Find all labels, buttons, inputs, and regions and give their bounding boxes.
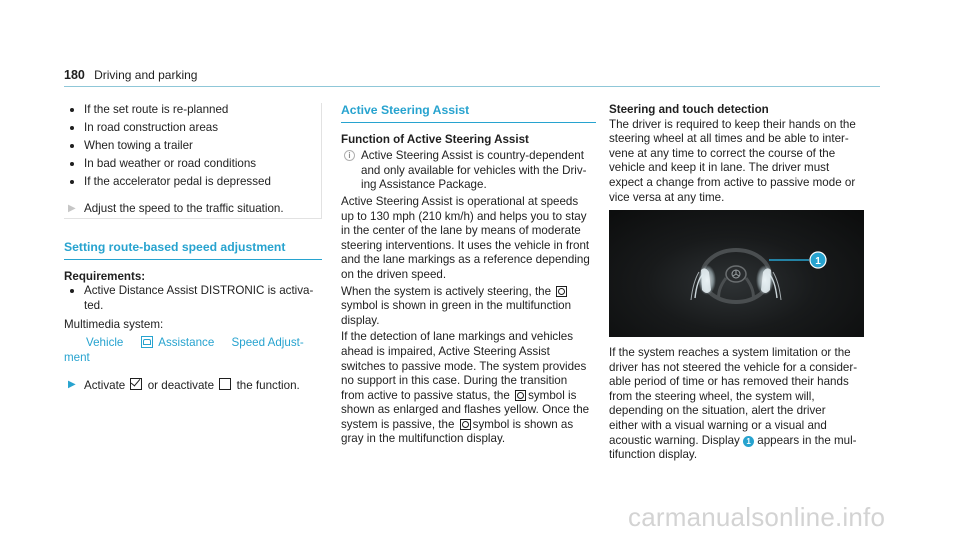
menu-speed-adjustment[interactable]: Speed Adjust- [231, 335, 304, 349]
function-text: the function. [236, 379, 300, 393]
text-line: driver has not steered the vehicle for a consider- [609, 360, 858, 374]
text-line: symbol is shown in green in the multifunction [341, 299, 572, 313]
text-line: from the steering wheel, the system will, [609, 389, 815, 403]
list-item: If the set route is re-planned [64, 103, 321, 118]
text-line: shown as enlarged and flashes yellow. Once the [341, 403, 590, 417]
column-left [64, 103, 322, 394]
page-number: 180 [64, 68, 85, 82]
conditions-list [64, 103, 321, 189]
chapter-title: Driving and parking [94, 68, 198, 82]
text-span: system is passive, the [341, 417, 455, 431]
watermark: carmanualsonline.info [628, 502, 886, 532]
text-line [609, 434, 864, 449]
text-line [341, 389, 596, 404]
column-right [609, 103, 864, 205]
text-line: on the driven speed. [341, 267, 447, 281]
text-line [341, 418, 596, 433]
subsection-title: Steering and touch detection [609, 103, 769, 116]
list-item [64, 284, 322, 313]
text-line: ahead is impaired, Active Steering Assist [341, 344, 550, 358]
text-line: able period of time or has removed their hands [609, 375, 849, 389]
steering-assist-icon [460, 419, 471, 430]
paragraph-system-limitation [609, 346, 864, 463]
text-line: and the lane markings as a reference depending [341, 253, 590, 267]
list-item: In road construction areas [64, 121, 321, 136]
step-arrow-icon: ▶ [68, 203, 76, 215]
text-line: vice versa at any time. [609, 190, 725, 204]
text-line [341, 285, 596, 300]
adjust-speed-text: Adjust the speed to the traffic situation. [84, 202, 284, 216]
paragraph-active-steering [341, 285, 596, 329]
info-note [341, 149, 596, 193]
text-line: expect a change from active to passive mode or [609, 175, 856, 189]
text-span: from active to passive status, the [341, 388, 510, 402]
text-line: up to 130 mph (210 km/h) and helps you to stay [341, 209, 587, 223]
text-line: switches to passive mode. The system provides [341, 359, 587, 373]
checkbox-checked-icon[interactable] [130, 378, 142, 390]
step-arrow-icon: ▶ [68, 379, 76, 391]
text-line: no support in this case. During the transition [341, 374, 568, 388]
requirement-text-cont: ted. [84, 298, 104, 312]
note-line: Active Steering Assist is country-dependent [361, 149, 584, 163]
text-line: Active Steering Assist is operational at speeds [341, 194, 579, 208]
section-title-route-speed: Setting route-based speed adjustment [64, 240, 322, 260]
menu-assistance[interactable]: Assistance [158, 335, 215, 349]
paragraph-operation [341, 195, 596, 283]
steering-wheel-display-image [609, 210, 864, 337]
text-line: If the system reaches a system limitation or the [609, 346, 851, 359]
multimedia-label: Multimedia system: [64, 318, 164, 332]
adjust-speed-step [64, 202, 321, 217]
text-line: If the detection of lane markings and vehicles [341, 330, 574, 344]
text-line: tifunction display. [609, 448, 698, 462]
text-line: The driver is required to keep their hands on the [609, 117, 856, 131]
list-item: In bad weather or road conditions [64, 157, 321, 172]
callout-number: 1 [815, 256, 821, 267]
steering-assist-icon [556, 286, 567, 297]
text-span: symbol is shown as [472, 417, 574, 431]
requirements-label: Requirements: [64, 269, 146, 283]
activate-step [64, 378, 322, 394]
text-line: depending on the situation, alert the driver [609, 404, 826, 418]
page-header [64, 68, 197, 84]
checkbox-empty-icon[interactable] [219, 378, 231, 390]
steering-wheel-illustration [609, 210, 864, 337]
header-rule [64, 86, 880, 87]
text-line: display. [341, 313, 380, 327]
requirement-text: Active Distance Assist DISTRONIC is activa- [84, 284, 314, 298]
activate-text: Activate [84, 379, 126, 393]
text-span: When the system is actively steering, the [341, 284, 552, 298]
text-line: steering wheel at all times and be able to inter- [609, 132, 849, 146]
paragraph-hands-on [609, 118, 864, 206]
callout-badge: 1 [743, 436, 754, 447]
text-line: either with a visual warning or a visual and [609, 418, 827, 432]
paragraph-passive-mode [341, 330, 596, 447]
requirements-list [64, 284, 322, 313]
menu-vehicle[interactable]: Vehicle [86, 335, 124, 349]
menu-speed-adjustment-cont[interactable]: ment [64, 350, 90, 364]
car-assist-icon [141, 336, 153, 348]
subsection-title: Function of Active Steering Assist [341, 132, 529, 146]
text-span: appears in the mul- [757, 433, 857, 447]
text-line: steering interventions. It uses the vehicle in front [341, 238, 590, 252]
text-line: vehicle and keep it in lane. The driver must [609, 161, 830, 175]
text-line: in the center of the lane by means of moderate [341, 224, 581, 238]
list-item: If the accelerator pedal is depressed [64, 175, 321, 190]
list-item: When towing a trailer [64, 139, 321, 154]
column-right-lower [609, 346, 864, 463]
info-icon: i [344, 150, 355, 161]
deactivate-text: or deactivate [147, 379, 215, 393]
column-middle [341, 103, 596, 447]
text-line: vene at any time to correct the course of the [609, 146, 836, 160]
note-line: and only available for vehicles with the Driv- [361, 163, 587, 177]
section-title-steering-assist: Active Steering Assist [341, 103, 596, 123]
conditions-box [64, 103, 322, 219]
note-line: ing Assistance Package. [361, 178, 487, 192]
text-line: gray in the multifunction display. [341, 432, 506, 446]
text-span: symbol is [528, 388, 577, 402]
text-span: acoustic warning. Display [609, 433, 740, 447]
steering-assist-icon [515, 390, 526, 401]
menu-path [64, 336, 322, 351]
